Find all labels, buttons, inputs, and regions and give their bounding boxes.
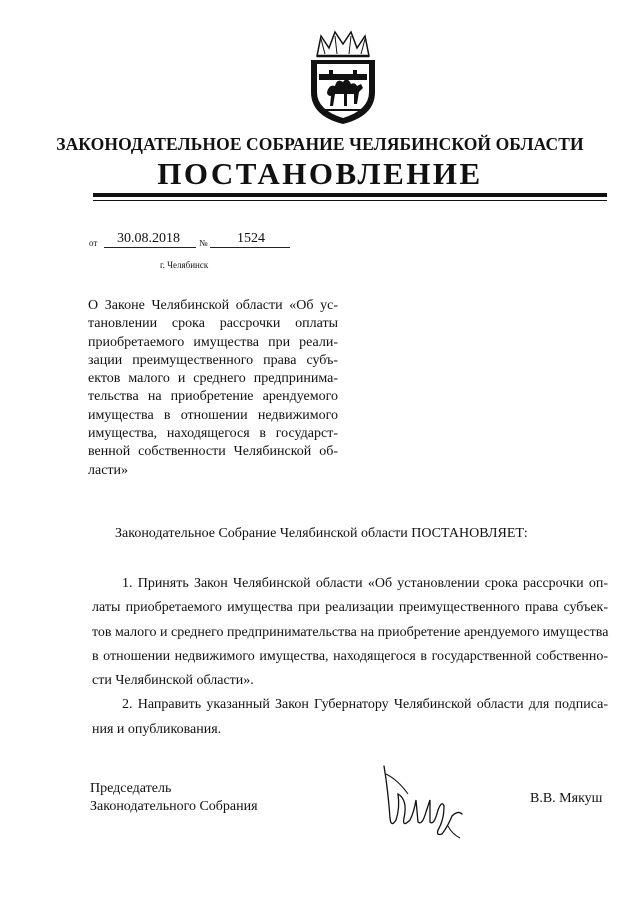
resolves-line: Законодательное Собрание Челябинской области ПОСТАНОВЛЯЕТ: (115, 526, 528, 541)
document-type-title: ПОСТАНОВЛЕНИЕ (157, 156, 483, 191)
subject-line: имущества в отношении недвижимого (88, 407, 338, 423)
item-line: в отношении недвижимого имущества, находящегося в государственной собственно- (92, 648, 608, 664)
item-line: ния и опубликования. (92, 721, 222, 737)
subject-line: зации преимущественного права субъ- (88, 352, 338, 368)
subject-line: венной собственности Челябинской об- (88, 444, 338, 460)
item-line: 2. Направить указанный Закон Губернатору Челябинской области для подписа- (122, 697, 608, 713)
item-line: сти Челябинской области». (92, 673, 254, 689)
handwritten-signature-icon (378, 760, 468, 842)
date-label: от (89, 238, 98, 248)
number-value: 1524 (237, 231, 265, 246)
item-line: 1. Принять Закон Челябинской области «Об установлении срока рассрочки оп- (122, 576, 608, 591)
subject-line: тельства на приобретение арендуемого (88, 389, 338, 405)
header-rule-thin (93, 200, 607, 201)
header-rule-thick (93, 193, 607, 197)
resolution-item-1 (92, 572, 608, 693)
subject-line: О Законе Челябинской области «Об ус- (88, 298, 338, 313)
signatory-name: В.В. Мякуш (530, 791, 603, 806)
resolution-item-2 (92, 693, 608, 742)
item-line: латы приобретаемого имущества при реализации преимущественного права субъек- (92, 600, 608, 616)
date-value: 30.08.2018 (117, 231, 180, 246)
resolution-body (92, 572, 608, 742)
subject-line: приобретаемого имущества при реали- (88, 334, 338, 350)
date-underline (104, 247, 196, 248)
signatory-title (90, 780, 258, 816)
number-label: № (199, 238, 208, 248)
signatory-title-line: Председатель (90, 781, 172, 796)
assembly-title: ЗАКОНОДАТЕЛЬНОЕ СОБРАНИЕ ЧЕЛЯБИНСКОЙ ОБЛАСТИ (56, 134, 584, 154)
chelyabinsk-coat-of-arms-icon (303, 30, 383, 126)
document-subject (88, 297, 338, 480)
number-underline (210, 247, 290, 248)
signatory-title-line: Законодательного Собрания (90, 799, 258, 814)
item-line: тов малого и среднего предпринимательства на приобретение арендуемого имущества (92, 624, 609, 640)
subject-line: ласти» (88, 462, 129, 478)
city-label: г. Челябинск (160, 260, 209, 270)
subject-line: тановлении срока рассрочки оплаты (88, 316, 338, 332)
subject-line: ектов малого и среднего предпринима- (88, 371, 338, 387)
subject-line: имущества, находящегося в государст- (88, 426, 338, 442)
